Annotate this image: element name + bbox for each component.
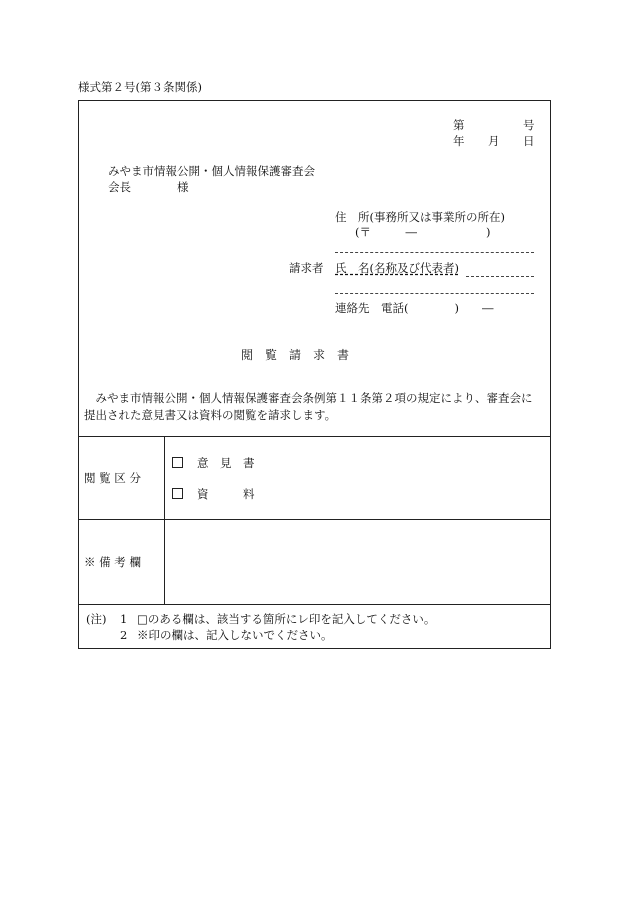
day-label: 日 xyxy=(523,134,535,148)
form-number: 様式第２号(第３条関係) xyxy=(78,80,202,94)
postal-code: (〒 ― ) xyxy=(355,225,491,239)
contact-phone: 連絡先 電話( ) ― xyxy=(335,301,494,315)
table-bottom-line xyxy=(78,604,551,605)
number-prefix: 第 xyxy=(453,118,465,132)
note-1-number: 1 xyxy=(120,612,128,626)
requester-label: 請求者 xyxy=(289,261,324,275)
table-top-line xyxy=(78,436,551,437)
body-text-line2: 提出された意見書又は資料の閲覧を請求します。 xyxy=(84,408,337,422)
note-1-text: □のある欄は、該当する箇所にレ印を記入してください。 xyxy=(137,612,436,626)
note-2-number: 2 xyxy=(120,628,128,642)
checkbox-opinion[interactable] xyxy=(172,457,183,468)
addressee-honorific: 様 xyxy=(177,180,189,194)
option-opinion-label: 意 見 書 xyxy=(197,456,255,470)
contact-separator xyxy=(335,293,534,294)
notes-prefix: (注) xyxy=(86,612,107,626)
year-label: 年 xyxy=(453,134,465,148)
addressee-org: みやま市情報公開・個人情報保護審査会 xyxy=(108,164,315,178)
option-materials[interactable] xyxy=(172,488,255,501)
table-mid-line xyxy=(78,519,551,520)
addressee-title: 会長 xyxy=(108,180,131,194)
document-title: 閲 覧 請 求 書 xyxy=(241,348,350,362)
number-suffix: 号 xyxy=(523,118,535,132)
address-label: 住 所(事務所又は事業所の所在) xyxy=(335,210,505,224)
category-label: 閲 覧 区 分 xyxy=(84,471,141,485)
note-2-text: ※印の欄は、記入しないでください。 xyxy=(137,628,333,642)
name-line xyxy=(466,276,534,277)
address-line xyxy=(335,252,534,253)
name-label: 氏 名(名称及び代表者) xyxy=(335,261,459,275)
checkbox-materials[interactable] xyxy=(172,488,183,499)
remarks-label: ※ 備 考 欄 xyxy=(84,555,141,569)
table-column-divider xyxy=(164,436,165,604)
body-text-line1: みやま市情報公開・個人情報保護審査会条例第１１条第２項の規定により、審査会に xyxy=(84,391,533,405)
option-materials-label: 資 料 xyxy=(197,487,255,501)
option-opinion[interactable] xyxy=(172,457,255,470)
month-label: 月 xyxy=(488,134,500,148)
remarks-field xyxy=(168,522,546,600)
